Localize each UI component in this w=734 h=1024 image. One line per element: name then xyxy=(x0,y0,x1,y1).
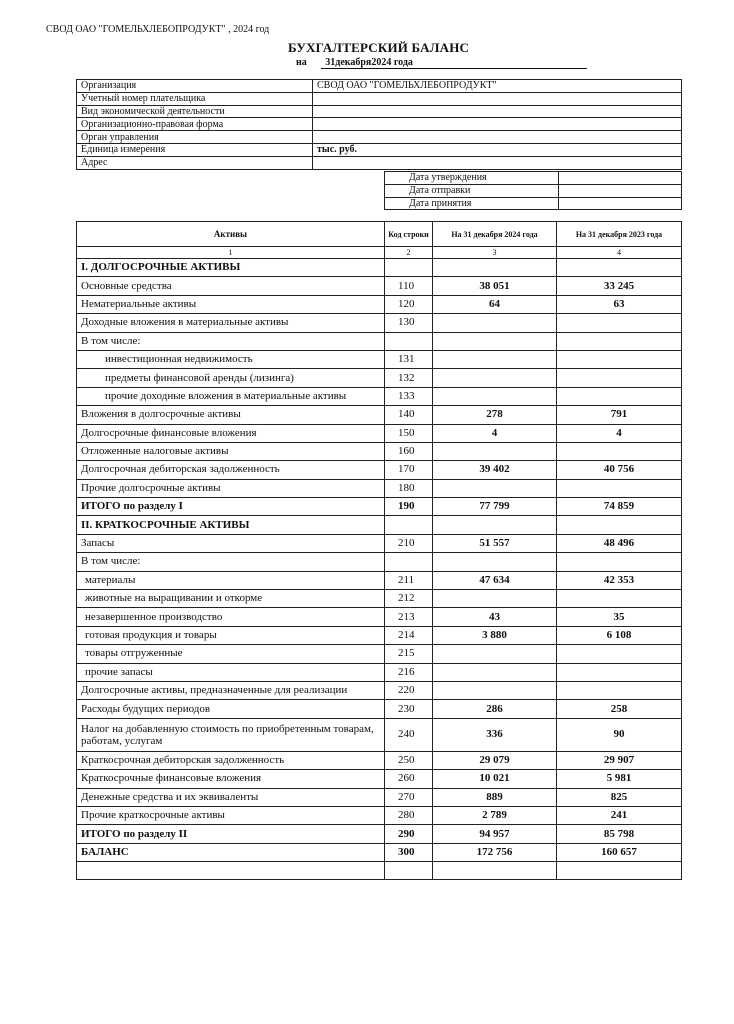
row-previous: 4 xyxy=(557,424,682,442)
row-current: 43 xyxy=(433,608,557,626)
org-value xyxy=(313,156,682,169)
section-heading-row xyxy=(77,259,682,277)
row-name: Налог на добавленную стоимость по приобретенным товарам, работам, услугам xyxy=(77,718,385,751)
row-current xyxy=(433,442,557,460)
table-row xyxy=(77,590,682,608)
column-numbers-row xyxy=(77,247,682,259)
row-previous xyxy=(557,314,682,332)
empty-cell xyxy=(433,862,557,880)
row-current: 3 880 xyxy=(433,626,557,644)
organization-info-table xyxy=(76,79,682,170)
row-code: 260 xyxy=(385,770,433,788)
row-code: 110 xyxy=(385,277,433,295)
row-name: Прочие краткосрочные активы xyxy=(77,806,385,824)
row-code: 132 xyxy=(385,369,433,387)
document-title: БУХГАЛТЕРСКИЙ БАЛАНС xyxy=(288,40,470,55)
row-previous: 791 xyxy=(557,406,682,424)
row-previous: 258 xyxy=(557,700,682,718)
date-value xyxy=(559,184,682,197)
row-code: 250 xyxy=(385,751,433,769)
row-previous xyxy=(557,516,682,534)
row-current: 64 xyxy=(433,295,557,313)
header-assets: Активы xyxy=(77,222,385,247)
row-code xyxy=(385,259,433,277)
org-row xyxy=(77,92,682,105)
row-previous: 63 xyxy=(557,295,682,313)
row-current xyxy=(433,332,557,350)
row-current xyxy=(433,681,557,699)
date-label: Дата утверждения xyxy=(385,172,559,185)
row-current: 889 xyxy=(433,788,557,806)
org-label: Учетный номер плательщика xyxy=(77,92,313,105)
row-previous xyxy=(557,387,682,405)
row-code: 140 xyxy=(385,406,433,424)
table-row xyxy=(77,806,682,824)
row-code: 214 xyxy=(385,626,433,644)
balance-date-line xyxy=(296,57,587,69)
row-current: 94 957 xyxy=(433,825,557,843)
date-label: Дата отправки xyxy=(385,184,559,197)
row-code: 212 xyxy=(385,590,433,608)
balance-total-row xyxy=(77,843,682,861)
row-name: материалы xyxy=(77,571,385,589)
row-current: 286 xyxy=(433,700,557,718)
org-row xyxy=(77,131,682,144)
row-name: Расходы будущих периодов xyxy=(77,700,385,718)
table-row xyxy=(77,553,682,571)
table-row xyxy=(77,534,682,552)
row-code: 230 xyxy=(385,700,433,718)
row-name: Вложения в долгосрочные активы xyxy=(77,406,385,424)
table-header-row xyxy=(77,222,682,247)
row-name: незавершенное производство xyxy=(77,608,385,626)
row-previous: 5 981 xyxy=(557,770,682,788)
row-previous: 85 798 xyxy=(557,825,682,843)
table-row xyxy=(77,663,682,681)
table-row xyxy=(77,387,682,405)
row-name: прочие запасы xyxy=(77,663,385,681)
table-row xyxy=(77,645,682,663)
table-row xyxy=(77,461,682,479)
row-current xyxy=(433,590,557,608)
empty-cell xyxy=(77,862,385,880)
row-code: 180 xyxy=(385,479,433,497)
table-row xyxy=(77,277,682,295)
row-name: Долгосрочные активы, предназначенные для реализации xyxy=(77,681,385,699)
row-code: 190 xyxy=(385,498,433,516)
empty-cell xyxy=(557,862,682,880)
document-caption: СВОД ОАО "ГОМЕЛЬХЛЕБОПРОДУКТ" , 2024 год xyxy=(46,24,270,35)
row-previous xyxy=(557,442,682,460)
row-previous xyxy=(557,259,682,277)
row-previous: 33 245 xyxy=(557,277,682,295)
table-row xyxy=(77,571,682,589)
org-value xyxy=(313,92,682,105)
org-value xyxy=(313,118,682,131)
table-row xyxy=(77,681,682,699)
date-row xyxy=(385,172,682,185)
row-name: БАЛАНС xyxy=(77,843,385,861)
row-code xyxy=(385,516,433,534)
row-name: готовая продукция и товары xyxy=(77,626,385,644)
row-previous: 40 756 xyxy=(557,461,682,479)
row-current xyxy=(433,314,557,332)
row-previous xyxy=(557,350,682,368)
row-code: 215 xyxy=(385,645,433,663)
row-previous: 241 xyxy=(557,806,682,824)
table-row xyxy=(77,608,682,626)
row-current: 336 xyxy=(433,718,557,751)
column-number: 3 xyxy=(433,247,557,259)
row-previous: 160 657 xyxy=(557,843,682,861)
row-name: инвестиционная недвижимость xyxy=(77,350,385,368)
subtotal-row xyxy=(77,825,682,843)
row-code: 216 xyxy=(385,663,433,681)
column-number: 1 xyxy=(77,247,385,259)
org-value xyxy=(313,131,682,144)
date-row xyxy=(385,197,682,210)
header-code: Код строки xyxy=(385,222,433,247)
row-current xyxy=(433,516,557,534)
row-name: В том числе: xyxy=(77,553,385,571)
row-previous xyxy=(557,645,682,663)
row-code: 120 xyxy=(385,295,433,313)
row-current: 29 079 xyxy=(433,751,557,769)
row-code: 210 xyxy=(385,534,433,552)
org-value xyxy=(313,105,682,118)
org-label: Организация xyxy=(77,80,313,93)
row-current: 2 789 xyxy=(433,806,557,824)
row-code: 220 xyxy=(385,681,433,699)
row-previous: 6 108 xyxy=(557,626,682,644)
row-previous xyxy=(557,479,682,497)
row-code: 160 xyxy=(385,442,433,460)
table-row xyxy=(77,314,682,332)
row-code: 270 xyxy=(385,788,433,806)
balance-date: 31декабря2024 года xyxy=(321,57,587,69)
row-previous: 35 xyxy=(557,608,682,626)
table-row xyxy=(77,788,682,806)
row-name: животные на выращивании и откорме xyxy=(77,590,385,608)
balance-assets-table xyxy=(76,221,682,880)
row-code: 240 xyxy=(385,718,433,751)
table-row xyxy=(77,751,682,769)
org-value: СВОД ОАО "ГОМЕЛЬХЛЕБОПРОДУКТ" xyxy=(313,80,682,93)
table-row xyxy=(77,718,682,751)
row-name: Отложенные налоговые активы xyxy=(77,442,385,460)
row-current xyxy=(433,259,557,277)
header-current-period: На 31 декабря 2024 года xyxy=(433,222,557,247)
row-name: Запасы xyxy=(77,534,385,552)
org-row xyxy=(77,105,682,118)
date-prefix: на xyxy=(296,57,307,68)
org-label: Орган управления xyxy=(77,131,313,144)
org-label: Вид экономической деятельности xyxy=(77,105,313,118)
row-previous xyxy=(557,590,682,608)
row-name: I. ДОЛГОСРОЧНЫЕ АКТИВЫ xyxy=(77,259,385,277)
row-name: ИТОГО по разделу I xyxy=(77,498,385,516)
row-name: предметы финансовой аренды (лизинга) xyxy=(77,369,385,387)
org-label: Организационно-правовая форма xyxy=(77,118,313,131)
table-row xyxy=(77,424,682,442)
row-previous: 42 353 xyxy=(557,571,682,589)
row-previous: 90 xyxy=(557,718,682,751)
row-code: 300 xyxy=(385,843,433,861)
table-row xyxy=(77,442,682,460)
row-code: 131 xyxy=(385,350,433,368)
row-previous: 74 859 xyxy=(557,498,682,516)
org-row xyxy=(77,80,682,93)
row-name: Краткосрочная дебиторская задолженность xyxy=(77,751,385,769)
row-name: Краткосрочные финансовые вложения xyxy=(77,770,385,788)
org-value: тыс. руб. xyxy=(313,143,682,156)
org-row xyxy=(77,156,682,169)
row-previous: 48 496 xyxy=(557,534,682,552)
row-current: 39 402 xyxy=(433,461,557,479)
row-name: Доходные вложения в материальные активы xyxy=(77,314,385,332)
row-name: ИТОГО по разделу II xyxy=(77,825,385,843)
row-name: Прочие долгосрочные активы xyxy=(77,479,385,497)
row-code xyxy=(385,553,433,571)
row-name: товары отгруженные xyxy=(77,645,385,663)
column-number: 2 xyxy=(385,247,433,259)
row-code: 150 xyxy=(385,424,433,442)
row-current: 47 634 xyxy=(433,571,557,589)
row-code: 170 xyxy=(385,461,433,479)
row-current: 278 xyxy=(433,406,557,424)
table-row xyxy=(77,700,682,718)
row-current xyxy=(433,479,557,497)
row-code: 133 xyxy=(385,387,433,405)
org-label: Единица измерения xyxy=(77,143,313,156)
row-name: II. КРАТКОСРОЧНЫЕ АКТИВЫ xyxy=(77,516,385,534)
table-row xyxy=(77,479,682,497)
row-current: 38 051 xyxy=(433,277,557,295)
subtotal-row xyxy=(77,498,682,516)
table-row xyxy=(77,295,682,313)
row-previous xyxy=(557,553,682,571)
org-row xyxy=(77,143,682,156)
row-name: прочие доходные вложения в материальные активы xyxy=(77,387,385,405)
row-current: 172 756 xyxy=(433,843,557,861)
row-current xyxy=(433,663,557,681)
row-previous: 29 907 xyxy=(557,751,682,769)
row-previous xyxy=(557,332,682,350)
row-name: Денежные средства и их эквиваленты xyxy=(77,788,385,806)
row-name: Нематериальные активы xyxy=(77,295,385,313)
row-code xyxy=(385,332,433,350)
row-current: 77 799 xyxy=(433,498,557,516)
section-heading-row xyxy=(77,516,682,534)
dates-table xyxy=(384,171,682,210)
row-name: В том числе: xyxy=(77,332,385,350)
empty-row xyxy=(77,862,682,880)
row-code: 280 xyxy=(385,806,433,824)
table-row xyxy=(77,350,682,368)
table-row xyxy=(77,626,682,644)
row-previous: 825 xyxy=(557,788,682,806)
empty-cell xyxy=(385,862,433,880)
row-current xyxy=(433,387,557,405)
org-row xyxy=(77,118,682,131)
table-row xyxy=(77,406,682,424)
date-value xyxy=(559,172,682,185)
column-number: 4 xyxy=(557,247,682,259)
row-code: 211 xyxy=(385,571,433,589)
row-current xyxy=(433,645,557,663)
row-name: Долгосрочные финансовые вложения xyxy=(77,424,385,442)
table-row xyxy=(77,332,682,350)
row-name: Долгосрочная дебиторская задолженность xyxy=(77,461,385,479)
row-current: 51 557 xyxy=(433,534,557,552)
row-current xyxy=(433,369,557,387)
row-previous xyxy=(557,369,682,387)
row-current xyxy=(433,350,557,368)
row-current: 10 021 xyxy=(433,770,557,788)
row-name: Основные средства xyxy=(77,277,385,295)
header-previous-period: На 31 декабря 2023 года xyxy=(557,222,682,247)
date-value xyxy=(559,197,682,210)
row-code: 130 xyxy=(385,314,433,332)
row-previous xyxy=(557,681,682,699)
date-label: Дата принятия xyxy=(385,197,559,210)
date-row xyxy=(385,184,682,197)
row-previous xyxy=(557,663,682,681)
table-row xyxy=(77,770,682,788)
row-code: 290 xyxy=(385,825,433,843)
row-current xyxy=(433,553,557,571)
row-code: 213 xyxy=(385,608,433,626)
row-current: 4 xyxy=(433,424,557,442)
table-row xyxy=(77,369,682,387)
org-label: Адрес xyxy=(77,156,313,169)
